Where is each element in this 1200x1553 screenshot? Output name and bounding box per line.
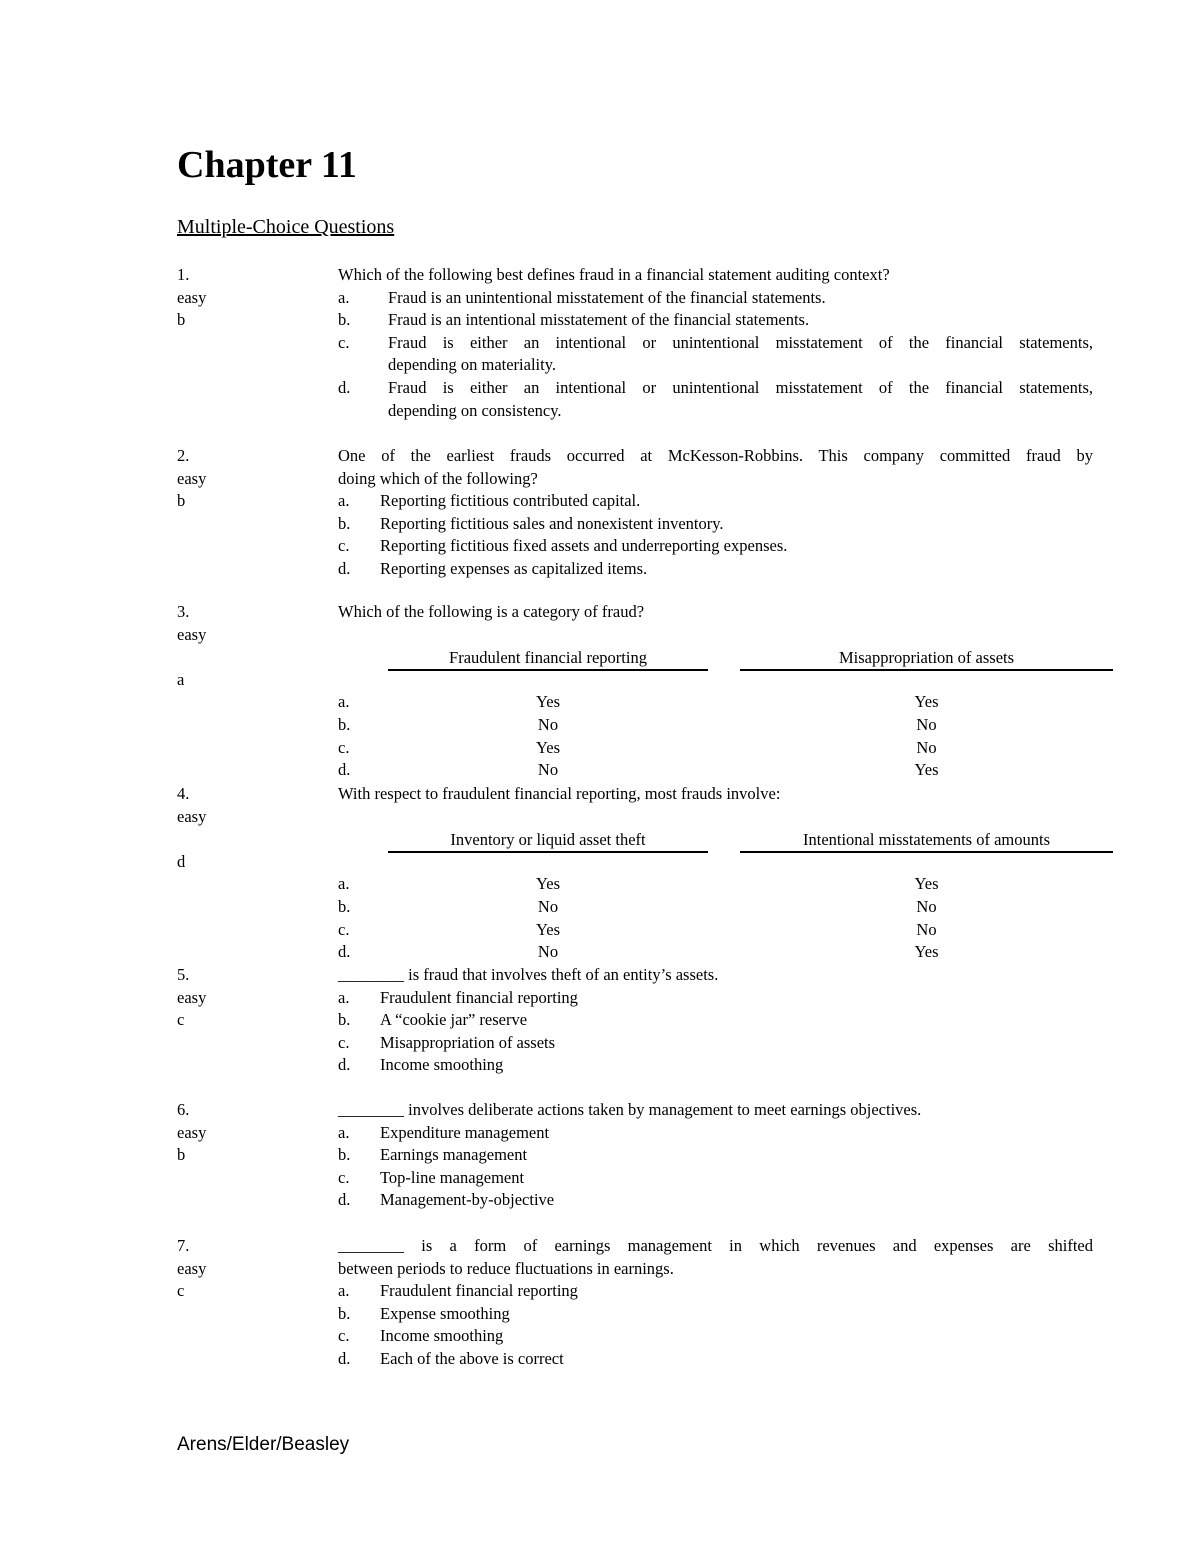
table-cell: Yes: [535, 919, 560, 939]
question-number: 3.: [177, 602, 190, 621]
difficulty-label: easy: [177, 287, 207, 307]
option-letter: c.: [338, 1326, 350, 1346]
table-cell: Yes: [535, 692, 560, 712]
table-cell: No: [537, 760, 559, 780]
option-letter: a.: [338, 1281, 350, 1301]
question-meta: [177, 601, 297, 691]
option-letter: b.: [338, 1145, 351, 1165]
option-text: Income smoothing: [380, 1055, 504, 1075]
question-meta: [177, 445, 297, 513]
answer-key: d: [177, 851, 186, 871]
difficulty-label: easy: [177, 1258, 207, 1278]
option-letter: c.: [338, 536, 350, 556]
option-text: Reporting fictitious contributed capital.: [380, 491, 641, 511]
answer-key: a: [177, 669, 185, 689]
option-letter: b.: [338, 1010, 351, 1030]
table-row-letter: d.: [338, 942, 351, 962]
table-row-letter: b.: [338, 897, 351, 916]
option-text: Top-line management: [380, 1167, 525, 1187]
option-letter: d.: [338, 1190, 351, 1210]
difficulty-label: easy: [177, 624, 207, 644]
table-cell: No: [537, 715, 559, 734]
question-meta: [177, 964, 297, 1032]
table-cell: Yes: [535, 737, 560, 757]
table-cell: Yes: [535, 874, 560, 894]
option-text: Reporting fictitious sales and nonexistent inventory.: [380, 513, 724, 533]
question-number: 5.: [177, 965, 190, 984]
option-text: Fraud is either an intentional or unintentional misstatement of the financial statements,: [388, 378, 1093, 397]
option-text: Expense smoothing: [380, 1303, 510, 1323]
option-text: Fraud is an intentional misstatement of the financial statements.: [388, 310, 810, 330]
answer-key: b: [177, 1145, 186, 1165]
question-meta: [177, 1235, 297, 1303]
table-cell: No: [537, 942, 559, 962]
option-letter: b.: [338, 310, 351, 330]
option-text: Each of the above is correct: [380, 1349, 564, 1368]
table-cell: No: [916, 715, 937, 734]
option-text: Reporting fictitious fixed assets and underreporting expenses.: [380, 536, 788, 556]
option-text: Income smoothing: [380, 1326, 504, 1346]
option-letter: b.: [338, 1303, 351, 1323]
option-text: Misappropriation of assets: [380, 1032, 556, 1052]
option-text: Fraudulent financial reporting: [380, 987, 578, 1007]
option-text: A “cookie jar” reserve: [380, 1010, 528, 1030]
answer-key: b: [177, 491, 186, 511]
table-column-header: Fraudulent financial reporting: [388, 647, 708, 671]
option-text: Expenditure management: [380, 1122, 550, 1142]
answer-key: c: [177, 1281, 185, 1301]
option-text: Fraudulent financial reporting: [380, 1281, 578, 1301]
option-letter: c.: [338, 332, 350, 352]
answer-key: b: [177, 310, 186, 330]
option-letter: b.: [338, 513, 351, 533]
table-cell: Yes: [914, 874, 939, 894]
question-meta: [177, 783, 297, 873]
option-letter: a.: [338, 987, 350, 1007]
difficulty-label: easy: [177, 468, 207, 488]
question-stem-line: ________ is a form of earnings management in which revenues and expenses are shifted: [338, 1236, 1093, 1255]
question-stem-line: With respect to fraudulent financial reporting, most frauds involve:: [338, 784, 781, 803]
question-stem-line: ________ is fraud that involves theft of an entity’s assets.: [338, 965, 719, 984]
difficulty-label: easy: [177, 987, 207, 1007]
table-column-header: Inventory or liquid asset theft: [388, 829, 708, 853]
question-number: 6.: [177, 1100, 190, 1119]
option-letter: d.: [338, 378, 351, 397]
section-subtitle: Multiple-Choice Questions: [177, 216, 395, 238]
option-letter: c.: [338, 1167, 350, 1187]
question-meta: [177, 264, 297, 332]
option-letter: d.: [338, 1349, 351, 1368]
option-letter: a.: [338, 287, 350, 307]
question-number: 4.: [177, 784, 190, 803]
question-number: 7.: [177, 1236, 190, 1255]
table-row-letter: b.: [338, 715, 351, 734]
option-text: Earnings management: [380, 1145, 528, 1165]
option-text: Reporting expenses as capitalized items.: [380, 559, 648, 578]
option-letter: d.: [338, 1055, 351, 1075]
difficulty-label: easy: [177, 1122, 207, 1142]
option-text: depending on consistency.: [388, 400, 562, 420]
answer-key: c: [177, 1010, 185, 1030]
question-number: 1.: [177, 265, 190, 284]
option-text: Fraud is either an intentional or unintentional misstatement of the financial statements,: [388, 332, 1093, 352]
question-stem-line: Which of the following best defines fraud in a financial statement auditing context?: [338, 265, 890, 284]
question-number: 2.: [177, 446, 190, 465]
option-text: depending on materiality.: [388, 355, 557, 375]
table-cell: No: [537, 897, 559, 916]
table-cell: Yes: [914, 692, 939, 712]
option-letter: a.: [338, 1122, 350, 1142]
table-cell: No: [916, 737, 937, 757]
option-text: Management-by-objective: [380, 1190, 555, 1210]
question-stem-line: ________ involves deliberate actions taken by management to meet earnings objectives.: [338, 1100, 922, 1119]
table-row-letter: d.: [338, 760, 351, 780]
option-letter: d.: [338, 559, 351, 578]
chapter-title: Chapter 11: [177, 144, 357, 186]
table-column-header: Misappropriation of assets: [740, 647, 1113, 671]
question-stem-line: between periods to reduce fluctuations in earnings.: [338, 1258, 674, 1278]
table-row-letter: a.: [338, 692, 350, 712]
question-stem-line: One of the earliest frauds occurred at McKesson-Robbins. This company committed fraud by: [338, 446, 1093, 465]
table-row-letter: c.: [338, 919, 350, 939]
table-row-letter: c.: [338, 737, 350, 757]
option-letter: a.: [338, 491, 350, 511]
table-cell: Yes: [914, 942, 939, 962]
difficulty-label: easy: [177, 806, 207, 826]
table-cell: Yes: [914, 760, 939, 780]
table-cell: No: [916, 897, 937, 916]
table-row-letter: a.: [338, 874, 350, 894]
question-stem-line: Which of the following is a category of fraud?: [338, 602, 645, 621]
table-column-header: Intentional misstatements of amounts: [740, 829, 1113, 853]
option-letter: c.: [338, 1032, 350, 1052]
question-meta: [177, 1099, 297, 1167]
option-text: Fraud is an unintentional misstatement of the financial statements.: [388, 287, 826, 307]
question-stem-line: doing which of the following?: [338, 468, 538, 488]
table-cell: No: [916, 919, 937, 939]
page-footer: Arens/Elder/Beasley: [177, 1434, 350, 1455]
